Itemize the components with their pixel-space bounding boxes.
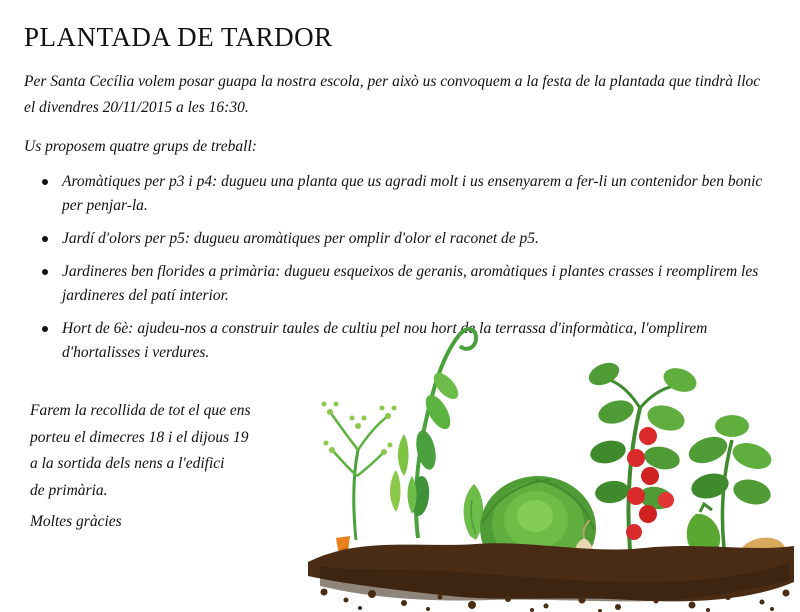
thanks-line: Moltes gràcies xyxy=(30,512,122,530)
closing-line: de primària. xyxy=(30,481,108,499)
subintro-paragraph: Us proposem quatre grups de treball: xyxy=(24,138,257,156)
bell-pepper-plant-icon xyxy=(685,415,775,556)
tomato-plant-icon xyxy=(585,358,699,550)
soil-mound-icon xyxy=(308,543,794,612)
list-item: Aromàtiques per p3 i p4: dugueu una planta que us agradi molt i us ensenyarem a fer-li un contenidor ben bonic per penjar-la. xyxy=(40,170,778,218)
vegetable-garden-illustration xyxy=(300,300,800,612)
closing-line: porteu el dimecres 18 i el dijous 19 xyxy=(30,428,249,446)
list-item: Jardineres ben florides a primària: dugueu esqueixos de geranis, aromàtiques i plantes crasses i reomplirem les jardineres del patí interior. xyxy=(40,260,778,308)
list-item: Jardí d'olors per p5: dugueu aromàtiques per omplir d'olor el raconet de p5. xyxy=(40,227,778,251)
intro-paragraph: Per Santa Cecília volem posar guapa la nostra escola, per això us convoquem a la festa de la plantada que tindrà lloc el divendres 20/11/2015 a les 16:30. xyxy=(24,73,761,116)
pea-vine-icon xyxy=(390,329,476,538)
page-title: PLANTADA DE TARDOR xyxy=(24,22,333,52)
closing-line: a la sortida dels nens a l'edifici xyxy=(30,455,225,473)
closing-line: Farem la recollida de tot el que ens xyxy=(30,402,251,419)
closing-note xyxy=(30,398,330,535)
list-item: Hort de 6è: ajudeu-nos a construir taules de cultiu pel nou hort de la terrassa d'informàtica, l'omplirem d'hortalisses i verdures. xyxy=(40,317,778,365)
dill-plant-icon xyxy=(322,402,397,541)
